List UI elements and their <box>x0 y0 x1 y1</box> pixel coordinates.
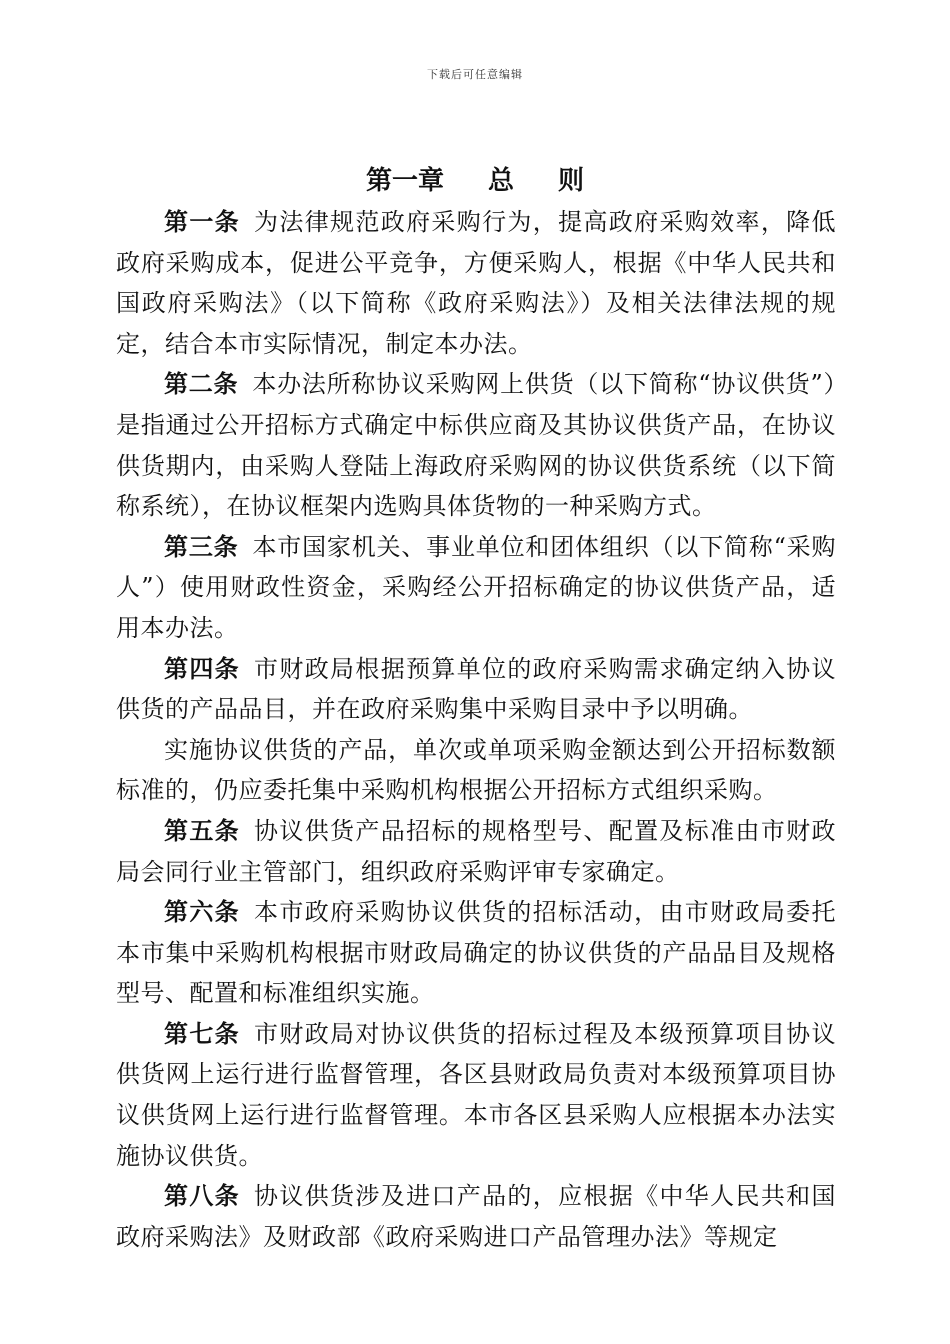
article-label: 第七条 <box>164 1019 241 1048</box>
chapter-name-part1: 总 <box>487 166 514 196</box>
chapter-title <box>0 166 950 196</box>
article-3 <box>116 527 836 649</box>
article-text: 本市国家机关、事业单位和团体组织（以下简称“采购人”）使用财政性资金，采购经公开招标确定的协议供货产品，适用本办法。 <box>116 532 836 642</box>
article-text: 市财政局对协议供货的招标过程及本级预算项目协议供货网上运行进行监督管理，各区县财政局负责对本级预算项目协议供货网上运行进行监督管理。本市各区县采购人应根据本办法实施协议供货。 <box>116 1019 837 1170</box>
article-4-paragraph-2 <box>116 730 836 811</box>
article-label: 第一条 <box>164 208 241 236</box>
chapter-number: 第一章 <box>365 166 444 196</box>
article-text: 实施协议供货的产品，单次或单项采购金额达到公开招标数额标准的，仍应委托集中采购机构根据公开招标方式组织采购。 <box>116 735 836 805</box>
article-label: 第二条 <box>164 370 239 399</box>
page-header-note: 下载后可任意编辑 <box>427 68 523 81</box>
document-body <box>116 202 836 1257</box>
article-1 <box>116 202 836 364</box>
article-5 <box>116 811 836 892</box>
article-4 <box>116 649 836 730</box>
article-label: 第八条 <box>164 1182 241 1211</box>
article-label: 第三条 <box>164 532 239 561</box>
article-text: 协议供货涉及进口产品的，应根据《中华人民共和国政府采购法》及财政部《政府采购进口产品管理办法》等规定 <box>116 1182 837 1251</box>
article-8 <box>116 1176 836 1257</box>
article-text: 本办法所称协议采购网上供货（以下简称“协议供货”）是指通过公开招标方式确定中标供应商及其协议供货产品，在协议供货期内，由采购人登陆上海政府采购网的协议供货系统（以下简称系统），在协议框架内选购具体货物的一种采购方式。 <box>116 370 836 521</box>
article-text: 为法律规范政府采购行为，提高政府采购效率，降低政府采购成本，促进公平竞争，方便采购人，根据《中华人民共和国政府采购法》（以下简称《政府采购法》）及相关法律法规的规定，结合本市实际情况，制定本办法。 <box>116 208 837 358</box>
article-text: 市财政局根据预算单位的政府采购需求确定纳入协议供货的产品品目，并在政府采购集中采购目录中予以明确。 <box>116 654 837 724</box>
article-6 <box>116 892 836 1014</box>
article-text: 协议供货产品招标的规格型号、配置及标准由市财政局会同行业主管部门，组织政府采购评审专家确定。 <box>116 816 837 886</box>
chapter-name-part2: 则 <box>558 166 585 196</box>
article-label: 第六条 <box>164 898 241 927</box>
article-2 <box>116 364 836 526</box>
article-7 <box>116 1014 836 1176</box>
article-label: 第五条 <box>164 816 241 845</box>
article-text: 本市政府采购协议供货的招标活动，由市财政局委托本市集中采购机构根据市财政局确定的协议供货的产品品目及规格型号、配置和标准组织实施。 <box>116 898 837 1008</box>
article-label: 第四条 <box>164 654 241 683</box>
